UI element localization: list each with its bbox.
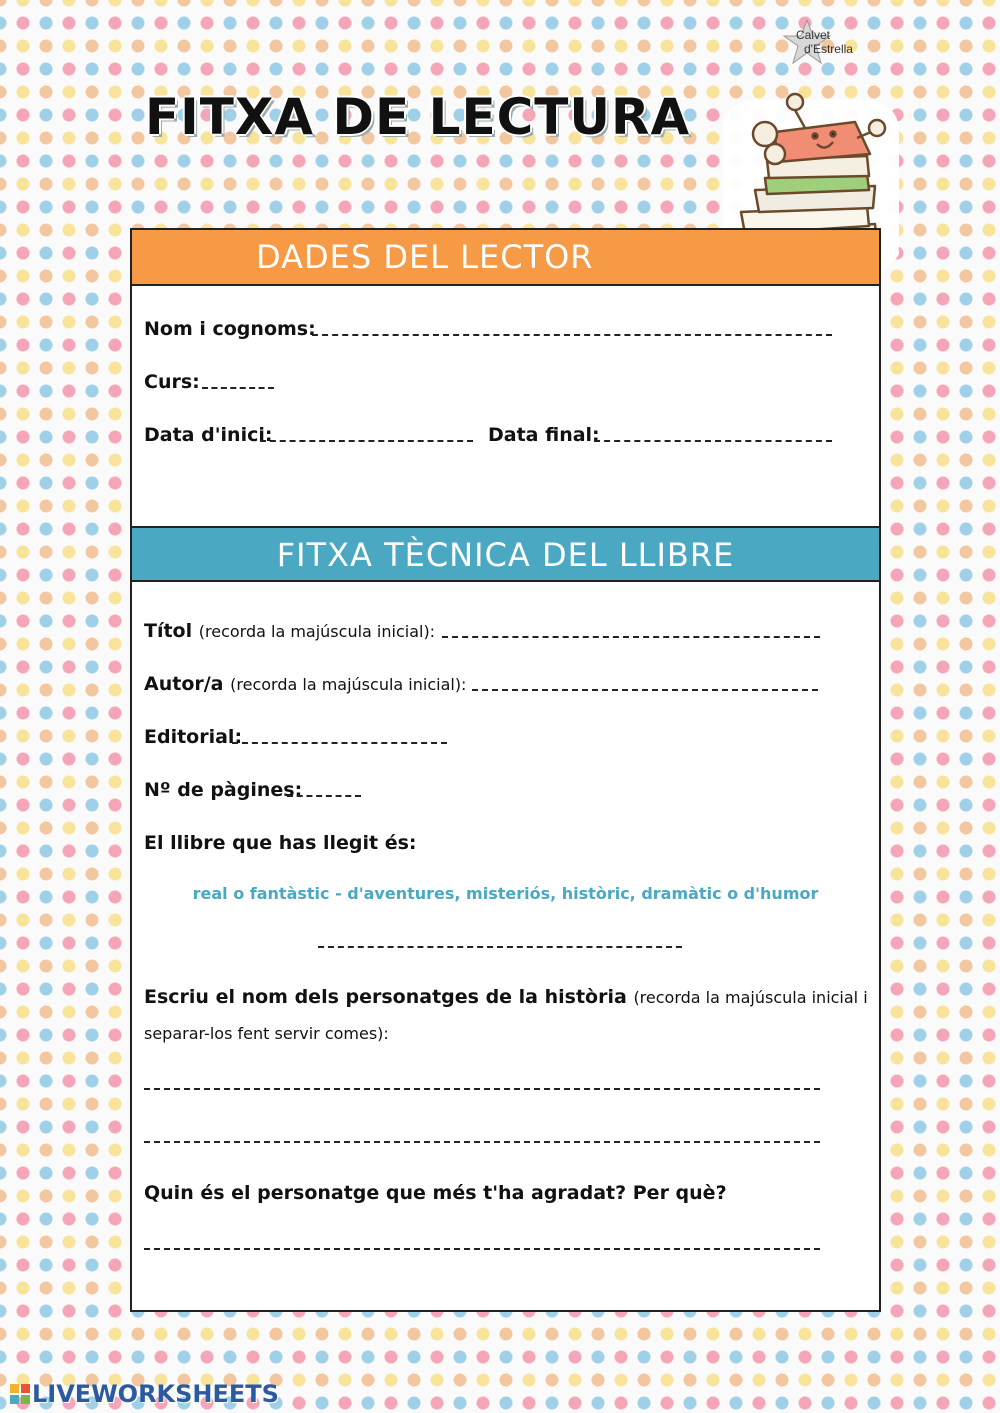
book-section-header	[132, 526, 879, 582]
characters-field-2[interactable]	[144, 1141, 820, 1143]
publisher-row	[144, 726, 242, 748]
course-row	[144, 371, 200, 393]
course-field[interactable]	[202, 387, 274, 389]
reader-section-title: DADES DEL LECTOR	[256, 238, 594, 276]
characters-row	[144, 986, 868, 1008]
favorite-field[interactable]	[144, 1248, 820, 1250]
author-field[interactable]	[472, 689, 818, 691]
publisher-label: Editorial:	[144, 726, 243, 748]
favorite-label: Quin és el personatge que més t'ha agradat? Per què?	[144, 1182, 727, 1204]
characters-label: Escriu el nom dels personatges de la història	[144, 986, 627, 1008]
publisher-field[interactable]	[232, 742, 447, 744]
author-hint: (recorda la majúscula inicial):	[230, 675, 467, 694]
start-date-row	[144, 424, 272, 446]
footer-brand	[10, 1380, 279, 1408]
start-date-field[interactable]	[260, 440, 473, 442]
book-type-field[interactable]	[318, 946, 682, 948]
book-title-label: Títol	[144, 620, 193, 642]
characters-row-2	[144, 1022, 389, 1044]
book-title-row	[144, 620, 435, 642]
start-date-label: Data d'inici:	[144, 424, 273, 446]
name-field[interactable]	[312, 334, 832, 336]
pages-label: Nº de pàgines:	[144, 779, 303, 801]
characters-hint-1: (recorda la majúscula inicial i	[633, 988, 868, 1007]
author-label: Autor/a	[144, 673, 224, 695]
book-type-row	[144, 832, 417, 854]
characters-field-1[interactable]	[144, 1088, 820, 1090]
page-title: FITXA DE LECTURA	[145, 88, 691, 146]
end-date-label: Data final:	[488, 424, 600, 446]
reading-card	[130, 228, 881, 1312]
end-date-field[interactable]	[594, 440, 832, 442]
genre-options: real o fantàstic - d'aventures, misteriós, històric, dramàtic o d'humor	[192, 884, 819, 903]
book-title-field[interactable]	[442, 636, 820, 638]
footer-text: LIVEWORKSHEETS	[32, 1380, 279, 1408]
favorite-row	[144, 1182, 727, 1204]
book-type-label: El llibre que has llegit és:	[144, 832, 417, 854]
pages-row	[144, 779, 302, 801]
book-title-hint: (recorda la majúscula inicial):	[198, 622, 436, 641]
brand-line1: Calvet	[796, 28, 831, 42]
author-row	[144, 673, 466, 695]
name-row	[144, 318, 316, 340]
name-label: Nom i cognoms:	[144, 318, 316, 340]
brand-logo	[782, 18, 872, 66]
book-section-title: FITXA TÈCNICA DEL LLIBRE	[276, 536, 735, 574]
reader-section-header	[132, 230, 879, 286]
end-date-row	[488, 424, 600, 446]
liveworksheets-logo-icon	[10, 1384, 30, 1404]
characters-hint-2: separar-los fent servir comes):	[144, 1024, 389, 1043]
pages-field[interactable]	[287, 795, 361, 797]
course-label: Curs:	[144, 371, 200, 393]
brand-line2: d'Estrella	[804, 42, 853, 56]
